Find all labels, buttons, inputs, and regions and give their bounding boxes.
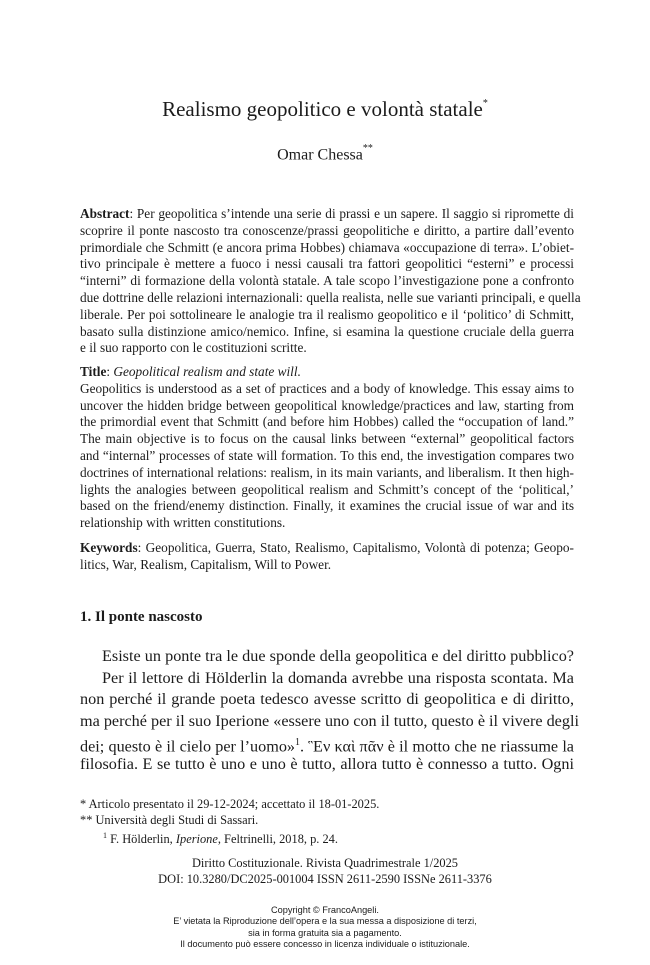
footnote-affiliation: ** Università degli Studi di Sassari. — [80, 813, 259, 827]
abstract-line: e il suo rapporto con le costituzioni scritte. — [80, 340, 307, 356]
journal-name: Diritto Costituzionale. Rivista Quadrimestrale 1/2025 — [191, 856, 458, 870]
abstract-line: basato sulla distinzione amico/nemico. Infine, si esamina la questione cruciale della guerra — [80, 323, 574, 339]
abstract-line: due dottrine delle relazioni internazionali: quella realista, nelle sue varianti principali, e quella — [80, 289, 581, 305]
abstract-line: primordiale che Schmitt (e ancora prima Hobbes) chiamava «occupazione di terra». L’obiet- — [80, 239, 574, 255]
author-name: Omar Chessa** — [277, 143, 373, 164]
keywords-label: Keywords — [80, 540, 138, 555]
copyright-notice — [0, 905, 650, 950]
title-footnote-mark[interactable]: * — [482, 98, 488, 109]
abstract-line: Abstract: Per geopolitica s’intende una serie di prassi e un sapere. Il saggio si ripromette di — [80, 206, 574, 221]
keywords-line: litics, War, Realism, Capitalism, Will to Power. — [80, 556, 332, 572]
english-abstract-line: based on the friend/enemy distinction. Finally, it examines the crucial issue of war and its — [80, 498, 574, 514]
body-line: Esiste un ponte tra le due sponde della geopolitica e del diritto pubblico? — [102, 647, 574, 665]
abstract-line: “interni” di formazione della volontà statale. A tale scopo l’investigazione pone a confronto — [80, 273, 574, 289]
footnote-1: $^1$ F. Hölderlin, Iperione, Feltrinelli, 2018, p. 24. — [103, 831, 338, 847]
abstract-line: liberale. Per poi sottolineare le analogie tra il realismo geopolitico e il ‘politico’ di Schmitt, — [80, 306, 574, 322]
english-title: Geopolitical realism and state will. — [113, 364, 301, 379]
copyright-line: sia in forma gratuita sia a pagamento. — [248, 927, 402, 938]
english-abstract-line: relationship with written constitutions. — [80, 515, 286, 531]
footnote-article-dates: * Articolo presentato il 29-12-2024; accettato il 18-01-2025. — [80, 797, 380, 811]
body-line: dei; questo è il cielo per l’uomo»$^1$. Ἓν καὶ πᾶν è il motto che ne riassume la — [80, 737, 574, 756]
article-title: Realismo geopolitico e volontà statale* — [162, 97, 488, 121]
copyright-line: Copyright © FrancoAngeli. — [271, 905, 379, 915]
english-abstract-line: doctrines of international relations: realism, in its main variants, and liberalism. It then high- — [80, 464, 574, 480]
english-abstract-line: Geopolitics is understood as a set of practices and a body of knowledge. This essay aims to — [80, 380, 574, 396]
section-heading: 1. Il ponte nascosto — [80, 609, 203, 625]
journal-doi: DOI: 10.3280/DC2025-001004 ISSN 2611-2590 ISSNe 2611-3376 — [158, 871, 492, 886]
footnote-ref-1[interactable]: 1 — [295, 737, 301, 749]
copyright-line: E’ vietata la Riproduzione dell’opera e la sua messa a disposizione di terzi, — [173, 916, 477, 927]
body-line: non perché il grande poeta tedesco avesse scritto di geopolitica e di diritto, — [80, 690, 574, 709]
keywords-line: Keywords: Geopolitica, Guerra, Stato, Realismo, Capitalismo, Volontà di potenza; Geopo- — [80, 540, 574, 555]
abstract-label: Abstract — [80, 206, 130, 221]
body-text — [80, 646, 579, 776]
english-title-line: Title: Geopolitical realism and state will. — [80, 364, 301, 379]
journal-info — [0, 856, 650, 887]
author-footnote-mark[interactable]: ** — [362, 143, 373, 154]
abstract-line: scoprire il ponte nascosto tra conoscenze/prassi geopolitiche e diritto, a partire dall’evento — [80, 222, 574, 238]
english-abstract-line: The main objective is to focus on the causal links between “external” geopolitical factors — [80, 431, 574, 447]
english-abstract-line: uncover the hidden bridge between geopolitical knowledge/practices and law, starting from — [80, 397, 574, 413]
abstract-italian — [80, 206, 581, 357]
keywords — [80, 540, 574, 574]
english-abstract-line: lights the analogies between geopolitical realism and Schmitt’s concept of the ‘political,’ — [80, 481, 574, 497]
copyright-line: Il documento può essere concesso in licenza individuale o istituzionale. — [180, 938, 470, 949]
english-abstract-line: the primordial event that Schmitt (and before him Hobbes) called the “occupation of land.” — [80, 414, 574, 430]
english-title-label: Title — [80, 364, 107, 379]
body-line: filosofia. E se tutto è uno e uno è tutto, allora tutto è connesso a tutto. Ogni — [80, 754, 574, 773]
footnotes — [80, 796, 379, 847]
abstract-line: tivo principale è mettere a fuoco i nessi causali tra fattori geopolitici “esterni” e processi — [80, 256, 574, 272]
english-abstract-line: and “internal” processes of state will formation. To this end, the investigation compares two — [80, 447, 574, 463]
abstract-english — [80, 364, 574, 532]
body-line: Per il lettore di Hölderlin la domanda avrebbe una risposta scontata. Ma — [102, 668, 574, 687]
body-line: ma perché per il suo Iperione «essere uno con il tutto, questo è il vivere degli — [80, 711, 579, 730]
